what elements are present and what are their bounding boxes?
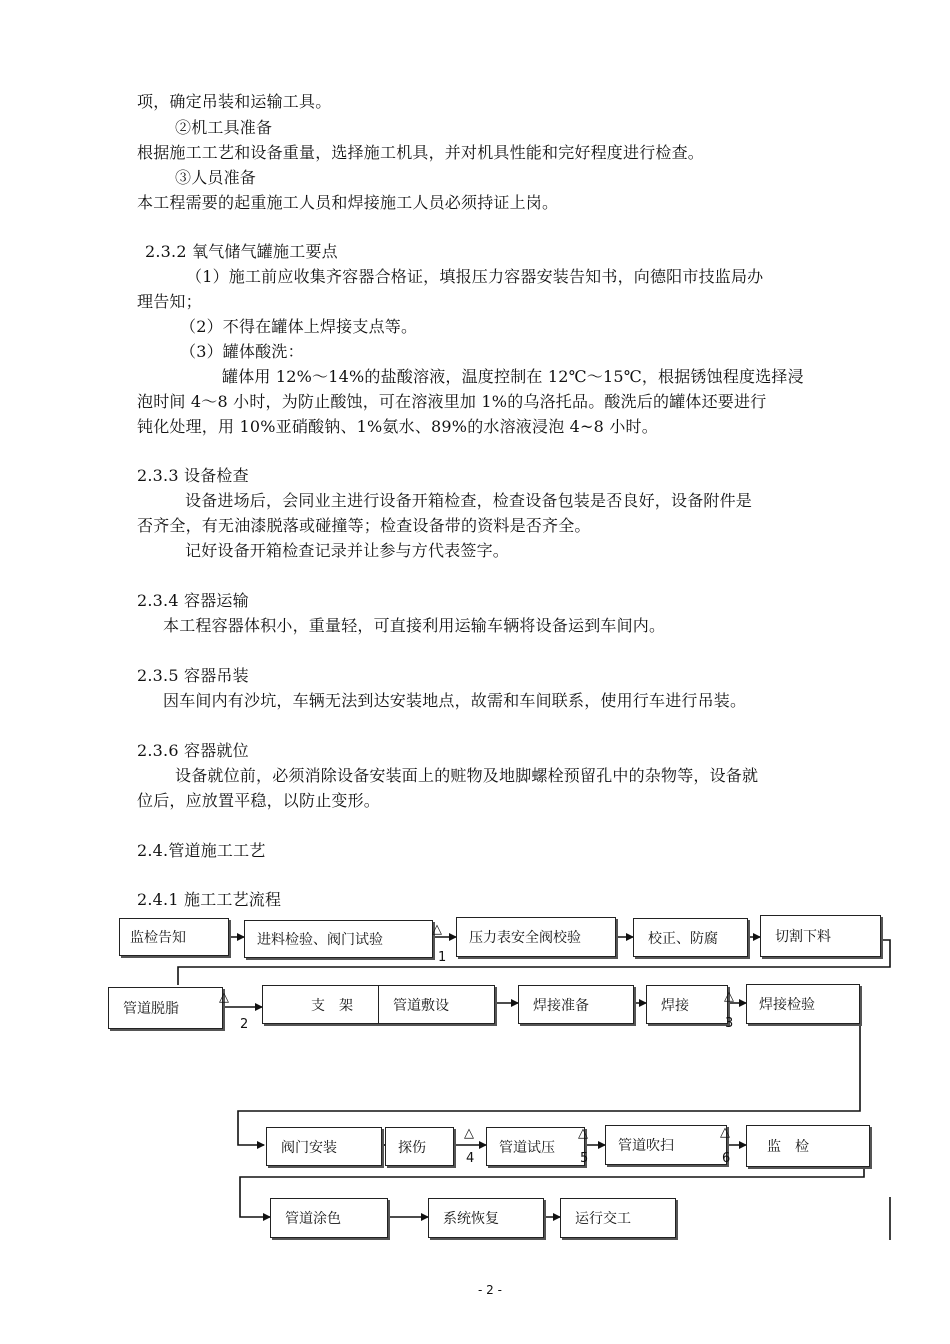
flow-step-box: 焊接 bbox=[646, 985, 728, 1024]
paragraph-line: 泡时间 4～8 小时，为防止酸蚀，可在溶液里加 1%的乌洛托品。酸洗后的罐体还要进行 bbox=[137, 392, 767, 411]
paragraph-line: 理告知； bbox=[137, 292, 202, 311]
paragraph-line: 位后，应放置平稳，以防止变形。 bbox=[137, 791, 381, 810]
checkpoint-triangle-icon: △ bbox=[578, 1126, 588, 1141]
checkpoint-number: 5 bbox=[580, 1151, 589, 1166]
flow-step-box: 管道涂色 bbox=[270, 1198, 388, 1238]
flow-step-box: 焊接检验 bbox=[746, 984, 860, 1024]
connector bbox=[238, 1003, 860, 1145]
section-heading: 2.4.管道施工工艺 bbox=[137, 841, 266, 860]
section-heading: 2.3.6 容器就位 bbox=[137, 741, 249, 760]
paragraph-line: （3）罐体酸洗： bbox=[180, 342, 304, 361]
flow-step-box: 压力表安全阀校验 bbox=[456, 917, 616, 957]
flow-step-box: 系统恢复 bbox=[428, 1198, 544, 1238]
flow-step-box: 运行交工 bbox=[560, 1198, 676, 1238]
paragraph-line: 设备进场后，会同业主进行设备开箱检查，检查设备包装是否良好，设备附件是 bbox=[185, 491, 753, 510]
flow-step-box: 阀门安装 bbox=[266, 1127, 382, 1166]
section-heading: 2.4.1 施工工艺流程 bbox=[137, 890, 282, 909]
flow-step-box: 管道吹扫 bbox=[605, 1125, 727, 1165]
checkpoint-triangle-icon: △ bbox=[720, 1125, 730, 1140]
paragraph-line: ②机工具准备 bbox=[175, 118, 273, 137]
section-heading: 2.3.3 设备检查 bbox=[137, 466, 249, 485]
flow-step-box: 监检告知 bbox=[119, 918, 229, 956]
paragraph-line: ③人员准备 bbox=[175, 168, 257, 187]
flow-step-box: 管道脱脂 bbox=[108, 987, 223, 1029]
checkpoint-number: 1 bbox=[438, 950, 447, 965]
section-heading: 2.3.5 容器吊装 bbox=[137, 666, 249, 685]
checkpoint-number: 4 bbox=[466, 1151, 475, 1166]
checkpoint-triangle-icon: △ bbox=[464, 1126, 474, 1141]
flow-step-box: 焊接准备 bbox=[518, 985, 634, 1024]
paragraph-line: 钝化处理，用 10%亚硝酸钠、1%氨水、89%的水溶液浸泡 4~8 小时。 bbox=[137, 417, 658, 436]
paragraph-line: 因车间内有沙坑，车辆无法到达安装地点，故需和车间联系，使用行车进行吊装。 bbox=[163, 691, 747, 710]
checkpoint-triangle-icon: △ bbox=[724, 989, 734, 1004]
section-heading: 2.3.2 氧气储气罐施工要点 bbox=[145, 242, 338, 261]
checkpoint-triangle-icon: △ bbox=[219, 990, 229, 1005]
paragraph-line: 否齐全，有无油漆脱落或碰撞等；检查设备带的资料是否齐全。 bbox=[137, 516, 591, 535]
flow-step-box: 探伤 bbox=[385, 1127, 454, 1166]
flow-step-box: 支 架 bbox=[262, 985, 414, 1024]
paragraph-line: （1）施工前应收集齐容器合格证，填报压力容器安装告知书，向德阳市技监局办 bbox=[186, 267, 764, 286]
flow-step-box: 监 检 bbox=[746, 1125, 870, 1167]
page-number: - 2 - bbox=[478, 1283, 502, 1297]
checkpoint-number: 3 bbox=[725, 1016, 734, 1031]
flow-step-box: 切割下料 bbox=[760, 915, 881, 957]
checkpoint-number: 2 bbox=[240, 1017, 249, 1032]
checkpoint-number: 6 bbox=[722, 1151, 731, 1166]
paragraph-line: 本工程需要的起重施工人员和焊接施工人员必须持证上岗。 bbox=[137, 193, 559, 212]
paragraph-line: 本工程容器体积小，重量轻，可直接利用运输车辆将设备运到车间内。 bbox=[163, 616, 666, 635]
flow-step-box: 管道敷设 bbox=[378, 985, 495, 1024]
paragraph-line: 设备就位前，必须消除设备安装面上的赃物及地脚螺栓预留孔中的杂物等，设备就 bbox=[175, 766, 759, 785]
flow-step-box: 进料检验、阀门试验 bbox=[244, 920, 433, 958]
paragraph-line: 项，确定吊装和运输工具。 bbox=[137, 92, 332, 111]
paragraph-line: 罐体用 12%～14%的盐酸溶液，温度控制在 12℃～15℃，根据锈蚀程度选择浸 bbox=[222, 367, 804, 386]
section-heading: 2.3.4 容器运输 bbox=[137, 591, 249, 610]
paragraph-line: 记好设备开箱检查记录并让参与方代表签字。 bbox=[185, 541, 510, 560]
flow-step-box: 校正、防腐 bbox=[633, 918, 748, 957]
paragraph-line: （2）不得在罐体上焊接支点等。 bbox=[180, 317, 418, 336]
flow-step-box: 管道试压 bbox=[486, 1127, 585, 1166]
paragraph-line: 根据施工工艺和设备重量，选择施工机具，并对机具性能和完好程度进行检查。 bbox=[137, 143, 705, 162]
checkpoint-triangle-icon: △ bbox=[432, 922, 442, 937]
